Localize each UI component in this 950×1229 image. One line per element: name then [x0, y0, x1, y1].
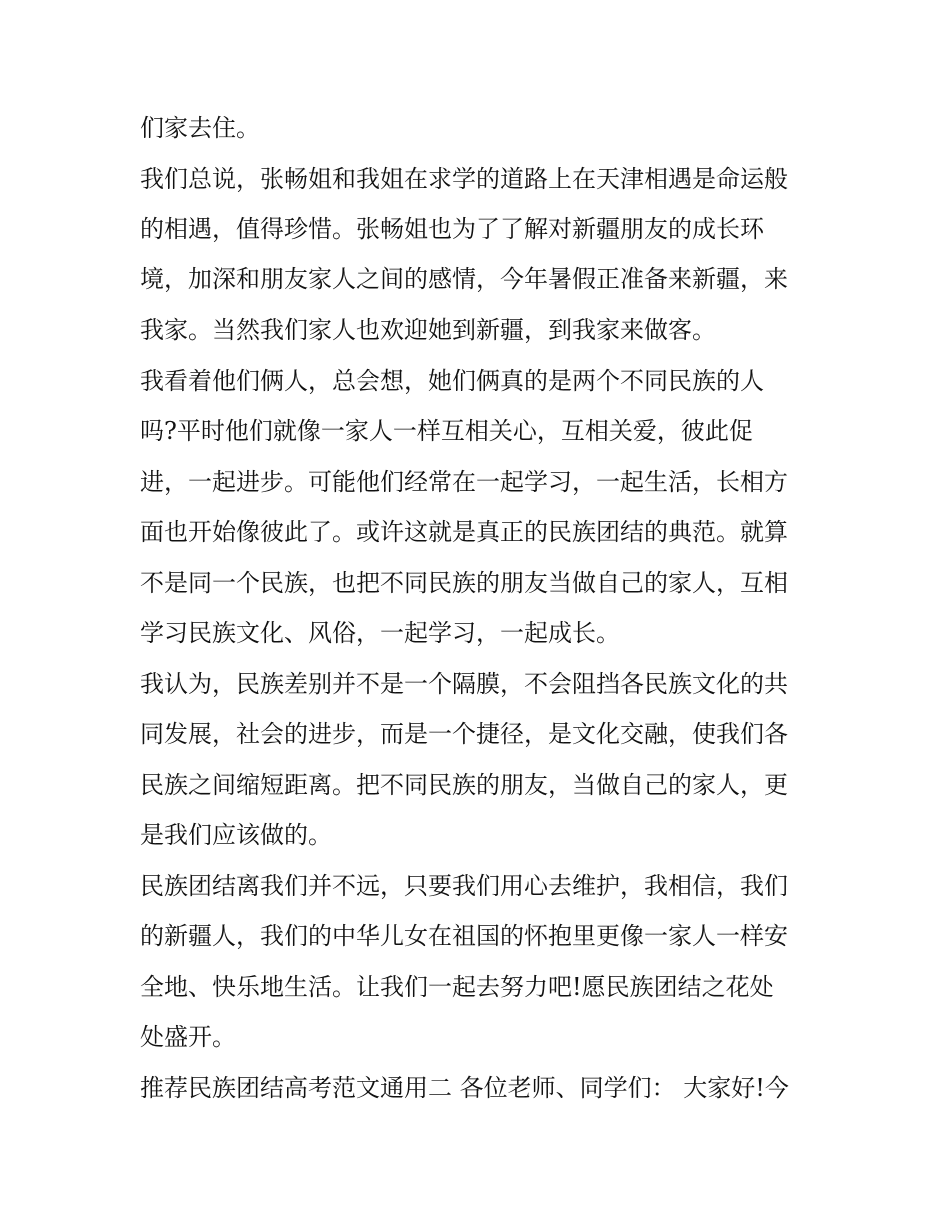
text-line: 面也开始像彼此了。或许这就是真正的民族团结的典范。就算 — [140, 518, 788, 546]
text-line: 民族之间缩短距离。把不同民族的朋友，当做自己的家人，更 — [140, 771, 788, 799]
text-line: 学习民族文化、风俗，一起学习，一起成长。 — [140, 619, 620, 647]
text-line: 们家去住。 — [140, 114, 260, 142]
text-line: 我家。当然我们家人也欢迎她到新疆，到我家来做客。 — [140, 316, 716, 344]
text-line: 我们总说，张畅姐和我姐在求学的道路上在天津相遇是命运般 — [140, 165, 788, 193]
text-line: 吗?平时他们就像一家人一样互相关心，互相关爱，彼此促 — [140, 417, 753, 445]
text-line: 全地、快乐地生活。让我们一起去努力吧!愿民族团结之花处 — [140, 973, 774, 1001]
text-line: 民族团结离我们并不远，只要我们用心去维护，我相信，我们 — [140, 872, 788, 900]
text-line: 不是同一个民族，也把不同民族的朋友当做自己的家人，互相 — [140, 569, 788, 597]
text-line: 是我们应该做的。 — [140, 821, 332, 849]
text-line: 我认为，民族差别并不是一个隔膜，不会阻挡各民族文化的共 — [140, 670, 788, 698]
text-line: 的新疆人，我们的中华儿女在祖国的怀抱里更像一家人一样安 — [140, 922, 788, 950]
text-line: 同发展，社会的进步，而是一个捷径，是文化交融，使我们各 — [140, 720, 788, 748]
text-line: 处盛开。 — [140, 1023, 236, 1051]
text-line: 我看着他们俩人，总会想，她们俩真的是两个不同民族的人 — [140, 367, 764, 395]
text-line: 进，一起进步。可能他们经常在一起学习，一起生活，长相方 — [140, 468, 788, 496]
text-line: 的相遇，值得珍惜。张畅姐也为了了解对新疆朋友的成长环 — [140, 215, 764, 243]
text-line: 推荐民族团结高考范文通用二 各位老师、同学们： 大家好!今 — [140, 1074, 789, 1102]
text-line: 境，加深和朋友家人之间的感情，今年暑假正准备来新疆，来 — [140, 265, 788, 293]
